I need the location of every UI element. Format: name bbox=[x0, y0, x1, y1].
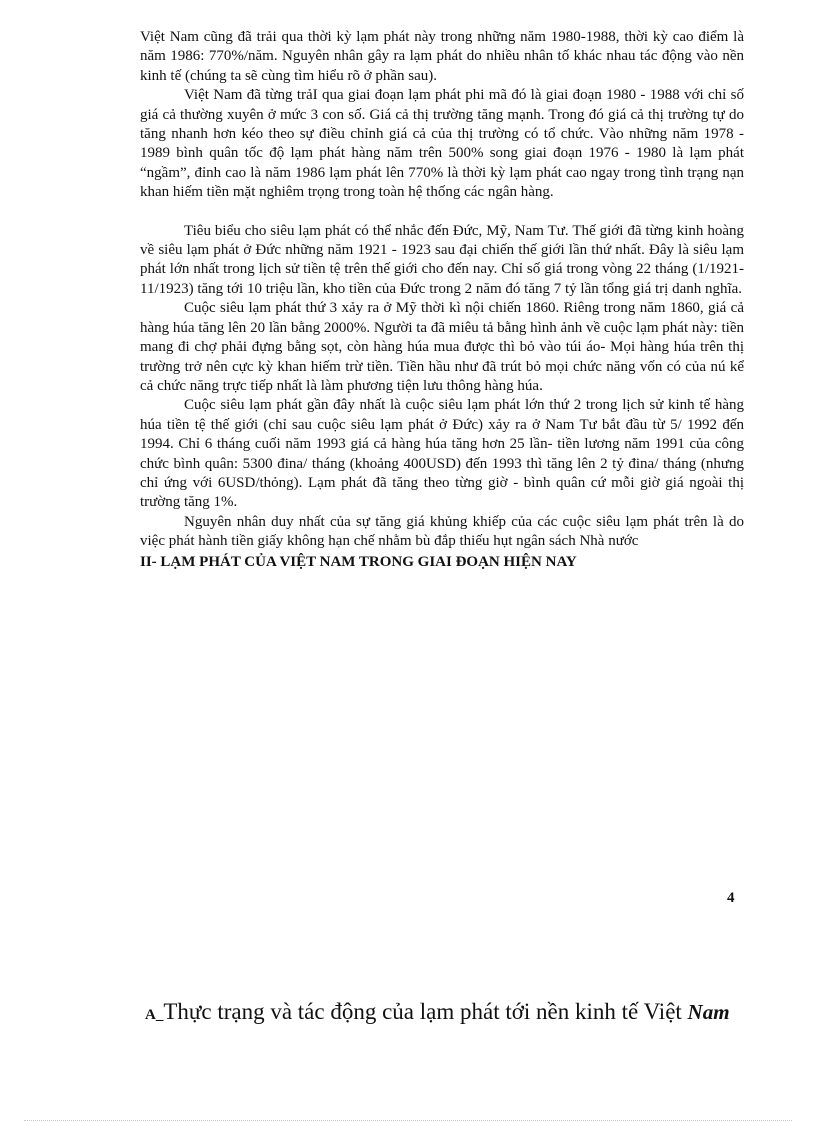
document-body bbox=[140, 28, 744, 572]
paragraph-usa-hyperinflation: Cuộc siêu lạm phát thứ 3 xảy ra ở Mỹ thời kì nội chiến 1860. Riêng trong năm 1860, giá cả hàng húa tăng lên 20 lần bằng 2000%. Người ta đã miêu tả bằng hình ảnh về cuộc lạm phát này: tiền mang đi chợ phải đựng bằng sọt, còn hàng húa mua được thì bỏ vào túi áo- Mọi hàng húa trên thị trường trở nên cực kỳ khan hiếm trừ tiền. Tiền hầu như đã trút bỏ mọi chức năng vốn có của nú kể cả chức năng trực tiếp nhất là làm phương tiện lưu thông hàng húa. bbox=[140, 300, 744, 394]
paragraph-germany-hyperinflation: Tiêu biểu cho siêu lạm phát có thể nhắc đến Đức, Mỹ, Nam Tư. Thế giới đã từng kinh hoàng về siêu lạm phát ở Đức những năm 1921 - 1923 sau đại chiến thế giới lần thứ nhất. Đây là siêu lạm phát lớn nhất trong lịch sử tiền tệ trên thế giới cho đến nay. Chỉ số giá trong vòng 22 tháng (1/1921-11/1923) tăng tới 10 triệu lần, kho tiền của Đức trong 2 năm đó tăng 7 tỷ lần tổng giá trị danh nghĩa. bbox=[140, 222, 744, 297]
subsection-title-text: Thực trạng và tác động của lạm phát tới nền kinh tế Việt bbox=[163, 999, 682, 1024]
subsection-title bbox=[145, 987, 765, 1040]
page-bottom-rule bbox=[24, 1120, 792, 1121]
subsection-prefix: A_ bbox=[145, 1007, 164, 1023]
paragraph-cause: Nguyên nhân duy nhất của sự tăng giá khủng khiếp của các cuộc siêu lạm phát trên là do việc phát hành tiền giấy không hạn chế nhằm bù đắp thiếu hụt ngân sách Nhà nước bbox=[140, 513, 744, 550]
subsection-script-word: Nam bbox=[687, 1000, 730, 1024]
page-number: 4 bbox=[727, 890, 735, 906]
paragraph-vietnam-galloping-inflation: Việt Nam đã từng trảI qua giai đoạn lạm phát phi mã đó là giai đoạn 1980 - 1988 với chỉ số giá cả thường xuyên ở mức 3 con số. Giá cả thị trường tăng mạnh. Trong đó giá cả thị trường tự do tăng nhanh hơn kéo theo sự điều chỉnh giá cả của thị trường có tổ chức. Vào những năm 1978 - 1989 bình quân tốc độ lạm phát hàng năm trên 500% song giai đoạn 1976 - 1980 là lạm phát “ngầm”, đỉnh cao là năm 1986 lạm phát lên 770% là thời kỳ lạm phát cao ngay trong tình trạng nạn khan hiếm tiền mặt nghiêm trọng trong toàn hệ thống các ngân hàng. bbox=[140, 87, 744, 201]
section-heading: II- LẠM PHÁT CỦA VIỆT NAM TRONG GIAI ĐOẠN HIỆN NAY bbox=[140, 553, 577, 570]
paragraph-vietnam-intro: Việt Nam cũng đã trải qua thời kỳ lạm phát này trong những năm 1980-1988, thời kỳ cao điểm là năm 1986: 770%/năm. Nguyên nhân gây ra lạm phát do nhiều nhân tố khác nhau tác động vào nền kinh tế (chúng ta sẽ cùng tìm hiểu rõ ở phần sau). bbox=[140, 29, 744, 84]
paragraph-yugoslavia-hyperinflation: Cuộc siêu lạm phát gần đây nhất là cuộc siêu lạm phát lớn thứ 2 trong lịch sử kinh tế hàng húa tiền tệ thế giới (chỉ sau cuộc siêu lạm phát ở Đức) xảy ra ở Nam Tư bắt đầu từ 5/ 1992 đến 1994. Chỉ 6 tháng cuối năm 1993 giá cả hàng húa tăng hơn 25 lần- tiền lương năm 1991 của công chức bình quân: 5300 đina/ tháng (khoảng 400USD) đến 1993 thì tăng lên 2 tỷ đina/ tháng (nhưng chỉ ứng với 6USD/thỏng). Lạm phát đã tăng theo từng giờ - bình quân cứ mỗi giờ giá ngoài thị trường tăng 1%. bbox=[140, 397, 744, 511]
